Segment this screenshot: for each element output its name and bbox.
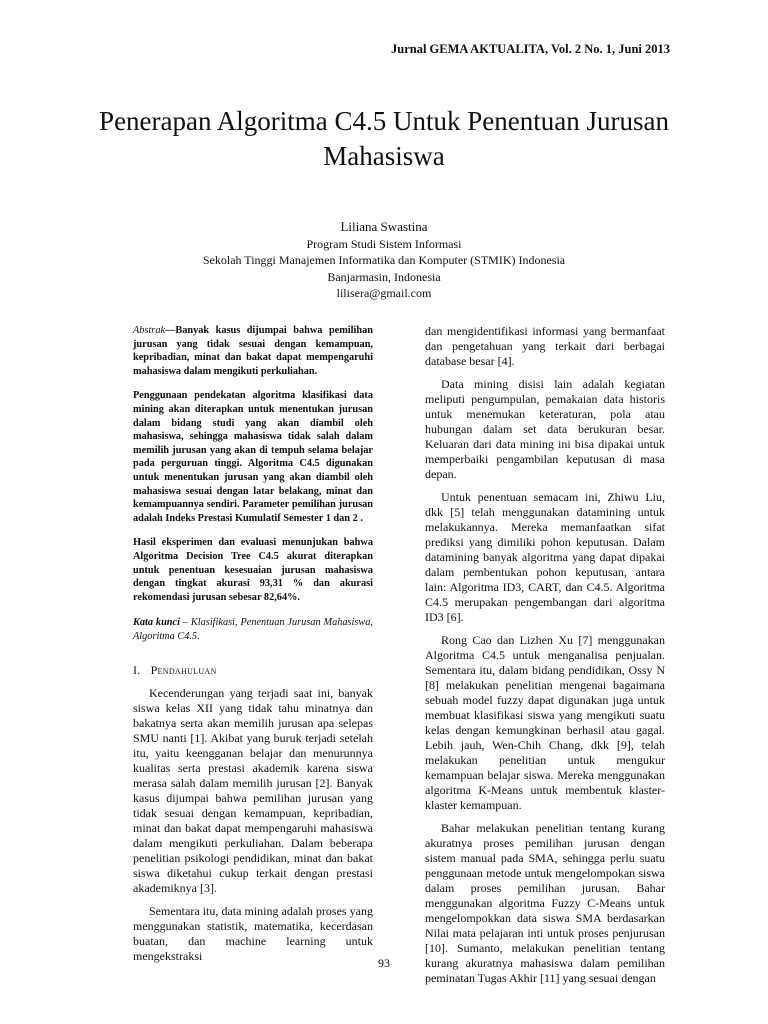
body-paragraph: Rong Cao dan Lizhen Xu [7] menggunakan Algoritma C4.5 untuk menganalisa penjualan. Sementara itu, dalam bidang pendidikan, Ossy N [8] melakukan penelitian mengenai bagaimana sebuah model fuzzy dapat digunakan juga untuk membuat klasifikasi siswa yang mengikuti suatu kelas dengan kemungkinan berhasil atau gagal. Lebih jauh, Wen-Chih Chang, dkk [9], telah melakukan penelitian untuk mengukur kemampuan belajar siswa. Mereka menggunakan algoritma K-Means untuk membentuk klaster-klaster kemampuan. [425,633,665,812]
author-block [60,219,708,301]
abstract-paragraph-1 [133,324,373,378]
abstract-paragraph-2: Penggunaan pendekatan algoritma klasifikasi data mining akan diterapkan untuk menentukan jurusan dalam bidang studi yang akan diambil oleh mahasiswa, sehingga mahasiswa tidak salah dalam memilih jurusan yang akan di tempuh selama belajar pada perguruan tinggi. Algoritma C4.5 digunakan untuk menentukan jurusan yang akan diambil oleh mahasiswa sesuai dengan latar belakang, minat dan kemampuannya sendiri. Parameter pemilihan jurusan adalah Indeks Prestasi Kumulatif Semester 1 dan 2 . [133,390,373,524]
abstract-paragraph-3: Hasil eksperimen dan evaluasi menunjukan bahwa Algoritma Decision Tree C4.5 akurat diterapkan untuk penentuan kesesuaian jurusan mahasiswa dengan tingkat akurasi 93,31 % dan akurasi rekomendasi jurusan sebesar 82,64%. [133,537,373,603]
body-paragraph: dan mengidentifikasi informasi yang bermanfaat dan pengetahuan yang terkait dari berbagai database besar [4]. [425,324,665,368]
author-email: lilisera@gmail.com [336,285,432,300]
keywords-lead: Kata kunci [133,617,180,629]
right-column [425,324,665,986]
author-name: Liliana Swastina [340,219,428,234]
abstract-text-1: —Banyak kasus dijumpai bahwa pemilihan jurusan yang tidak sesuai dengan kemampuan, kepribadian, minat dan bakat dapat mempengaruhi mahasiswa dalam mengikuti perkuliahan. [133,325,373,377]
body-paragraph: Data mining disisi lain adalah kegiatan meliputi pengumpulan, pemakaian data historis untuk menemukan keteraturan, pola atau hubungan dalam set data berukuran besar. Keluaran dari data mining ini bisa dipakai untuk memperbaiki pengambilan keputusan di masa depan. [425,377,665,481]
author-institution: Sekolah Tinggi Manajemen Informatika dan Komputer (STMIK) Indonesia [202,253,566,268]
left-column [133,324,373,964]
body-paragraph: Bahar melakukan penelitian tentang kurang akuratnya proses pemilihan jurusan dengan sistem manual pada SMA, sehingga perlu suatu penggunaan metode untuk mengelompokan siswa dalam proses pemilihan jurusan. Bahar menggunakan algoritma Fuzzy C-Means untuk mengelompokkan data siswa SMA berdasarkan Nilai mata pelajaran inti untuk proses penjurusan [10]. Sumanto, melakukan penelitian tentang kurang akuratnya mahasiswa dalam pemilihan peminatan Tugas Akhir [11] yang sesuai dengan [425,821,665,985]
body-paragraph: Sementara itu, data mining adalah proses yang menggunakan statistik, matematika, kecerdasan buatan, dan machine learning untuk mengekstraksi [133,904,373,964]
page-number: 93 [378,956,390,970]
body-paragraph: Kecenderungan yang terjadi saat ini, banyak siswa kelas XII yang tidak tahu minatnya dan bakatnya serta akan memilih jurusan apa selepas SMU nanti [1]. Akibat yang buruk terjadi setelah itu, yaitu keengganan belajar dan menurunnya kualitas serta prestasi akademik karena siswa merasa salah dalam memilih jurusan [2]. Banyak kasus dijumpai bahwa pemilihan jurusan yang tidak sesuai dengan kemampuan, kepribadian, minat dan bakat dapat mempengaruhi mahasiswa dalam mengikuti perkuliahan. Dalam beberapa penelitian psikologi pendidikan, minat dan bakat siswa diketahui cukup terkait dengan prestasi akademiknya [3]. [133,686,373,896]
abstract-lead: Abstrak [133,325,166,336]
author-city: Banjarmasin, Indonesia [327,269,441,284]
section-heading [133,663,373,678]
keywords-text: – Klasifikasi, Penentuan Jurusan Mahasiswa, Algoritma C4.5. [133,617,373,642]
section-title: Pendahuluan [150,663,217,678]
paper-title: Penerapan Algoritma C4.5 Untuk Penentuan Jurusan Mahasiswa [99,106,669,171]
journal-header: Jurnal GEMA AKTUALITA, Vol. 2 No. 1, Juni 2013 [391,42,670,56]
section-number: I. [133,663,141,678]
body-paragraph: Untuk penentuan semacam ini, Zhiwu Liu, dkk [5] telah menggunakan datamining untuk melakukannya. Mereka memanfaatkan sifat prediksi yang dimiliki pohon keputusan. Dalam datamining banyak algoritma yang dapat dipakai dalam pembentukan pohon keputusan, antara lain: Algoritma ID3, CART, dan C4.5. Algoritma C4.5 merupakan pengembangan dari algoritma ID3 [6]. [425,490,665,624]
author-department: Program Studi Sistem Informasi [306,237,462,252]
keywords [133,616,373,643]
